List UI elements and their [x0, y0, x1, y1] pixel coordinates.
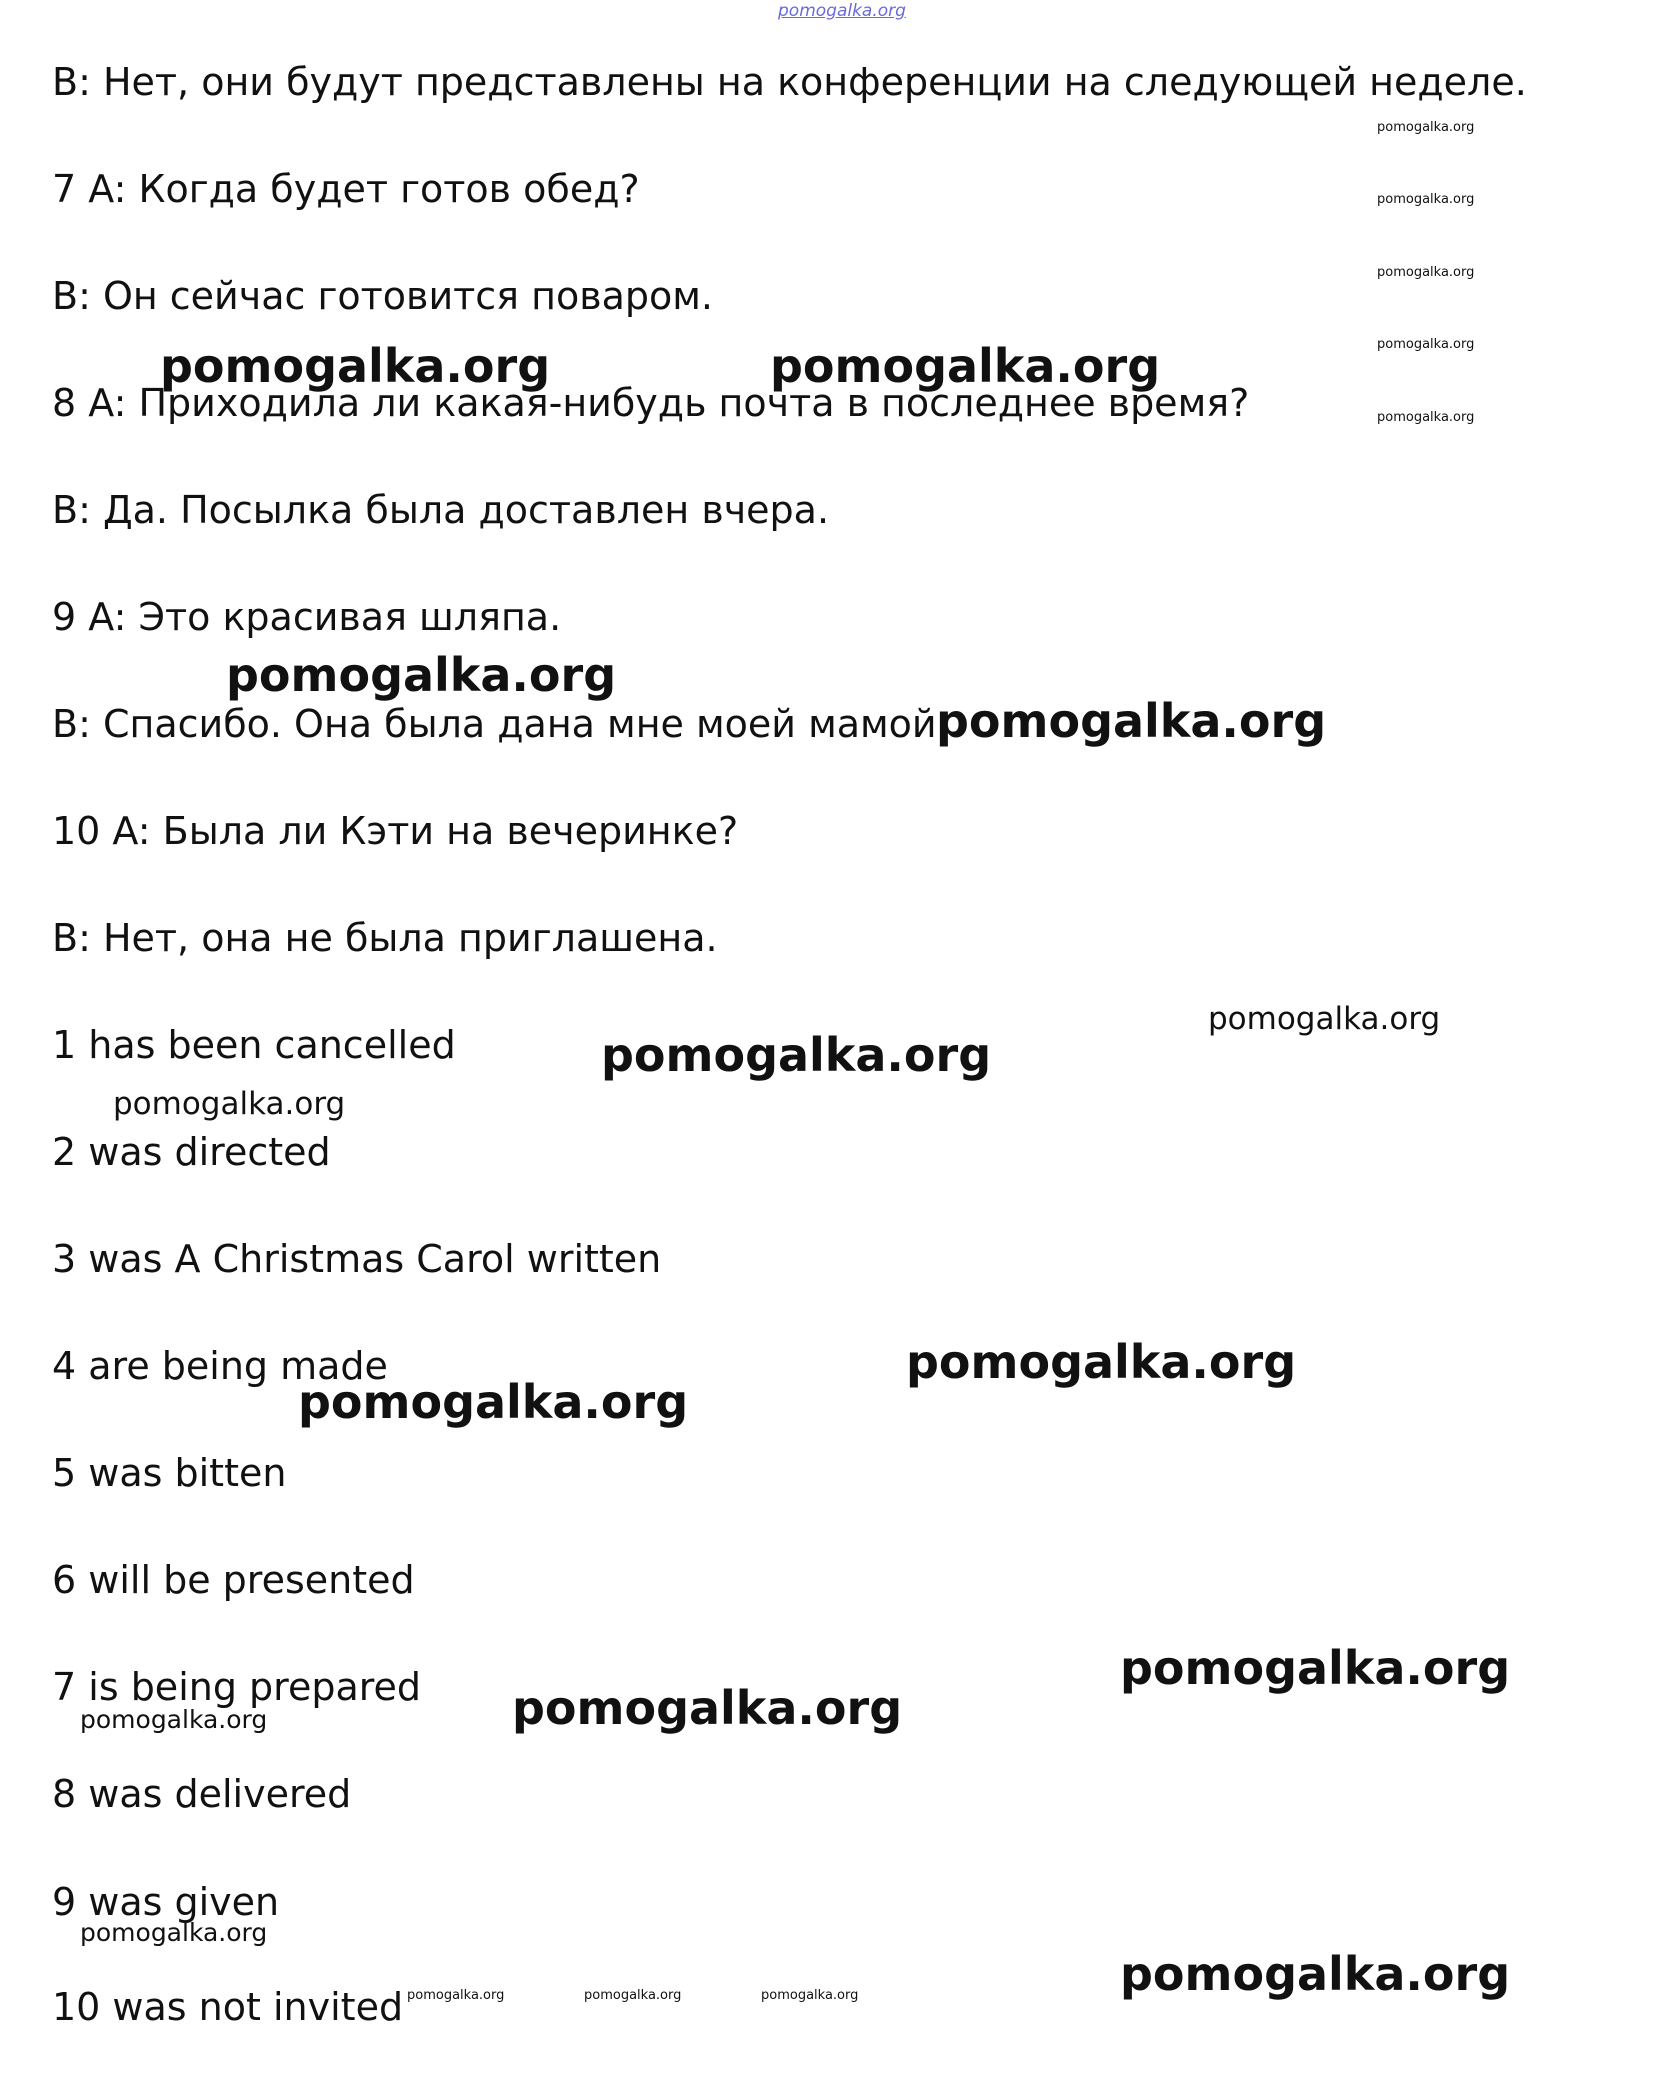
watermark-tiny: pomogalka.org [407, 1988, 505, 2003]
dialogue-line: B: Нет, она не была приглашена. [52, 916, 718, 960]
watermark-large: pomogalka.org [160, 339, 551, 393]
watermark-large: pomogalka.org [298, 1375, 689, 1429]
answer-line: 5 was bitten [52, 1451, 287, 1495]
dialogue-line: B: Нет, они будут представлены на конференции на следующей неделе. [52, 60, 1527, 104]
watermark-medium: pomogalka.org [113, 1086, 346, 1122]
dialogue-line: 7 A: Когда будет готов обед? [52, 167, 640, 211]
watermark-large: pomogalka.org [770, 339, 1161, 393]
answer-line: 6 will be presented [52, 1558, 415, 1602]
watermark-large: pomogalka.org [936, 694, 1327, 748]
watermark-medium: pomogalka.org [1208, 1001, 1441, 1037]
watermark-tiny: pomogalka.org [1377, 192, 1475, 207]
answer-line: 7 is being prepared [52, 1665, 422, 1709]
header-watermark-link[interactable]: pomogalka.org [778, 1, 906, 21]
answer-line: 9 was given [52, 1880, 280, 1924]
answer-line: 10 was not invited [52, 1985, 404, 2029]
watermark-tiny: pomogalka.org [1377, 265, 1475, 280]
watermark-large: pomogalka.org [512, 1681, 903, 1735]
watermark-large: pomogalka.org [1120, 1641, 1511, 1695]
dialogue-line: 8 A: Приходила ли какая-нибудь почта в последнее время? [52, 381, 1250, 425]
watermark-tiny: pomogalka.org [1377, 337, 1475, 352]
dialogue-line: B: Спасибо. Она была дана мне моей мамой. [52, 702, 949, 746]
dialogue-line: 9 A: Это красивая шляпа. [52, 595, 562, 639]
answer-line: 3 was A Christmas Carol written [52, 1237, 662, 1281]
watermark-small: pomogalka.org [80, 1705, 268, 1734]
answer-line: 1 has been cancelled [52, 1023, 456, 1067]
dialogue-line: 10 A: Была ли Кэти на вечеринке? [52, 809, 739, 853]
watermark-large: pomogalka.org [906, 1335, 1297, 1389]
watermark-large: pomogalka.org [226, 648, 617, 702]
watermark-small: pomogalka.org [80, 1918, 268, 1947]
watermark-large: pomogalka.org [601, 1028, 992, 1082]
answer-line: 2 was directed [52, 1130, 331, 1174]
watermark-tiny: pomogalka.org [761, 1988, 859, 2003]
watermark-tiny: pomogalka.org [1377, 410, 1475, 425]
watermark-tiny: pomogalka.org [584, 1988, 682, 2003]
dialogue-line: B: Он сейчас готовится поваром. [52, 274, 714, 318]
answer-line: 4 are being made [52, 1344, 388, 1388]
dialogue-line: B: Да. Посылка была доставлен вчера. [52, 488, 830, 532]
watermark-tiny: pomogalka.org [1377, 120, 1475, 135]
answer-line: 8 was delivered [52, 1772, 352, 1816]
watermark-large: pomogalka.org [1120, 1947, 1511, 2001]
